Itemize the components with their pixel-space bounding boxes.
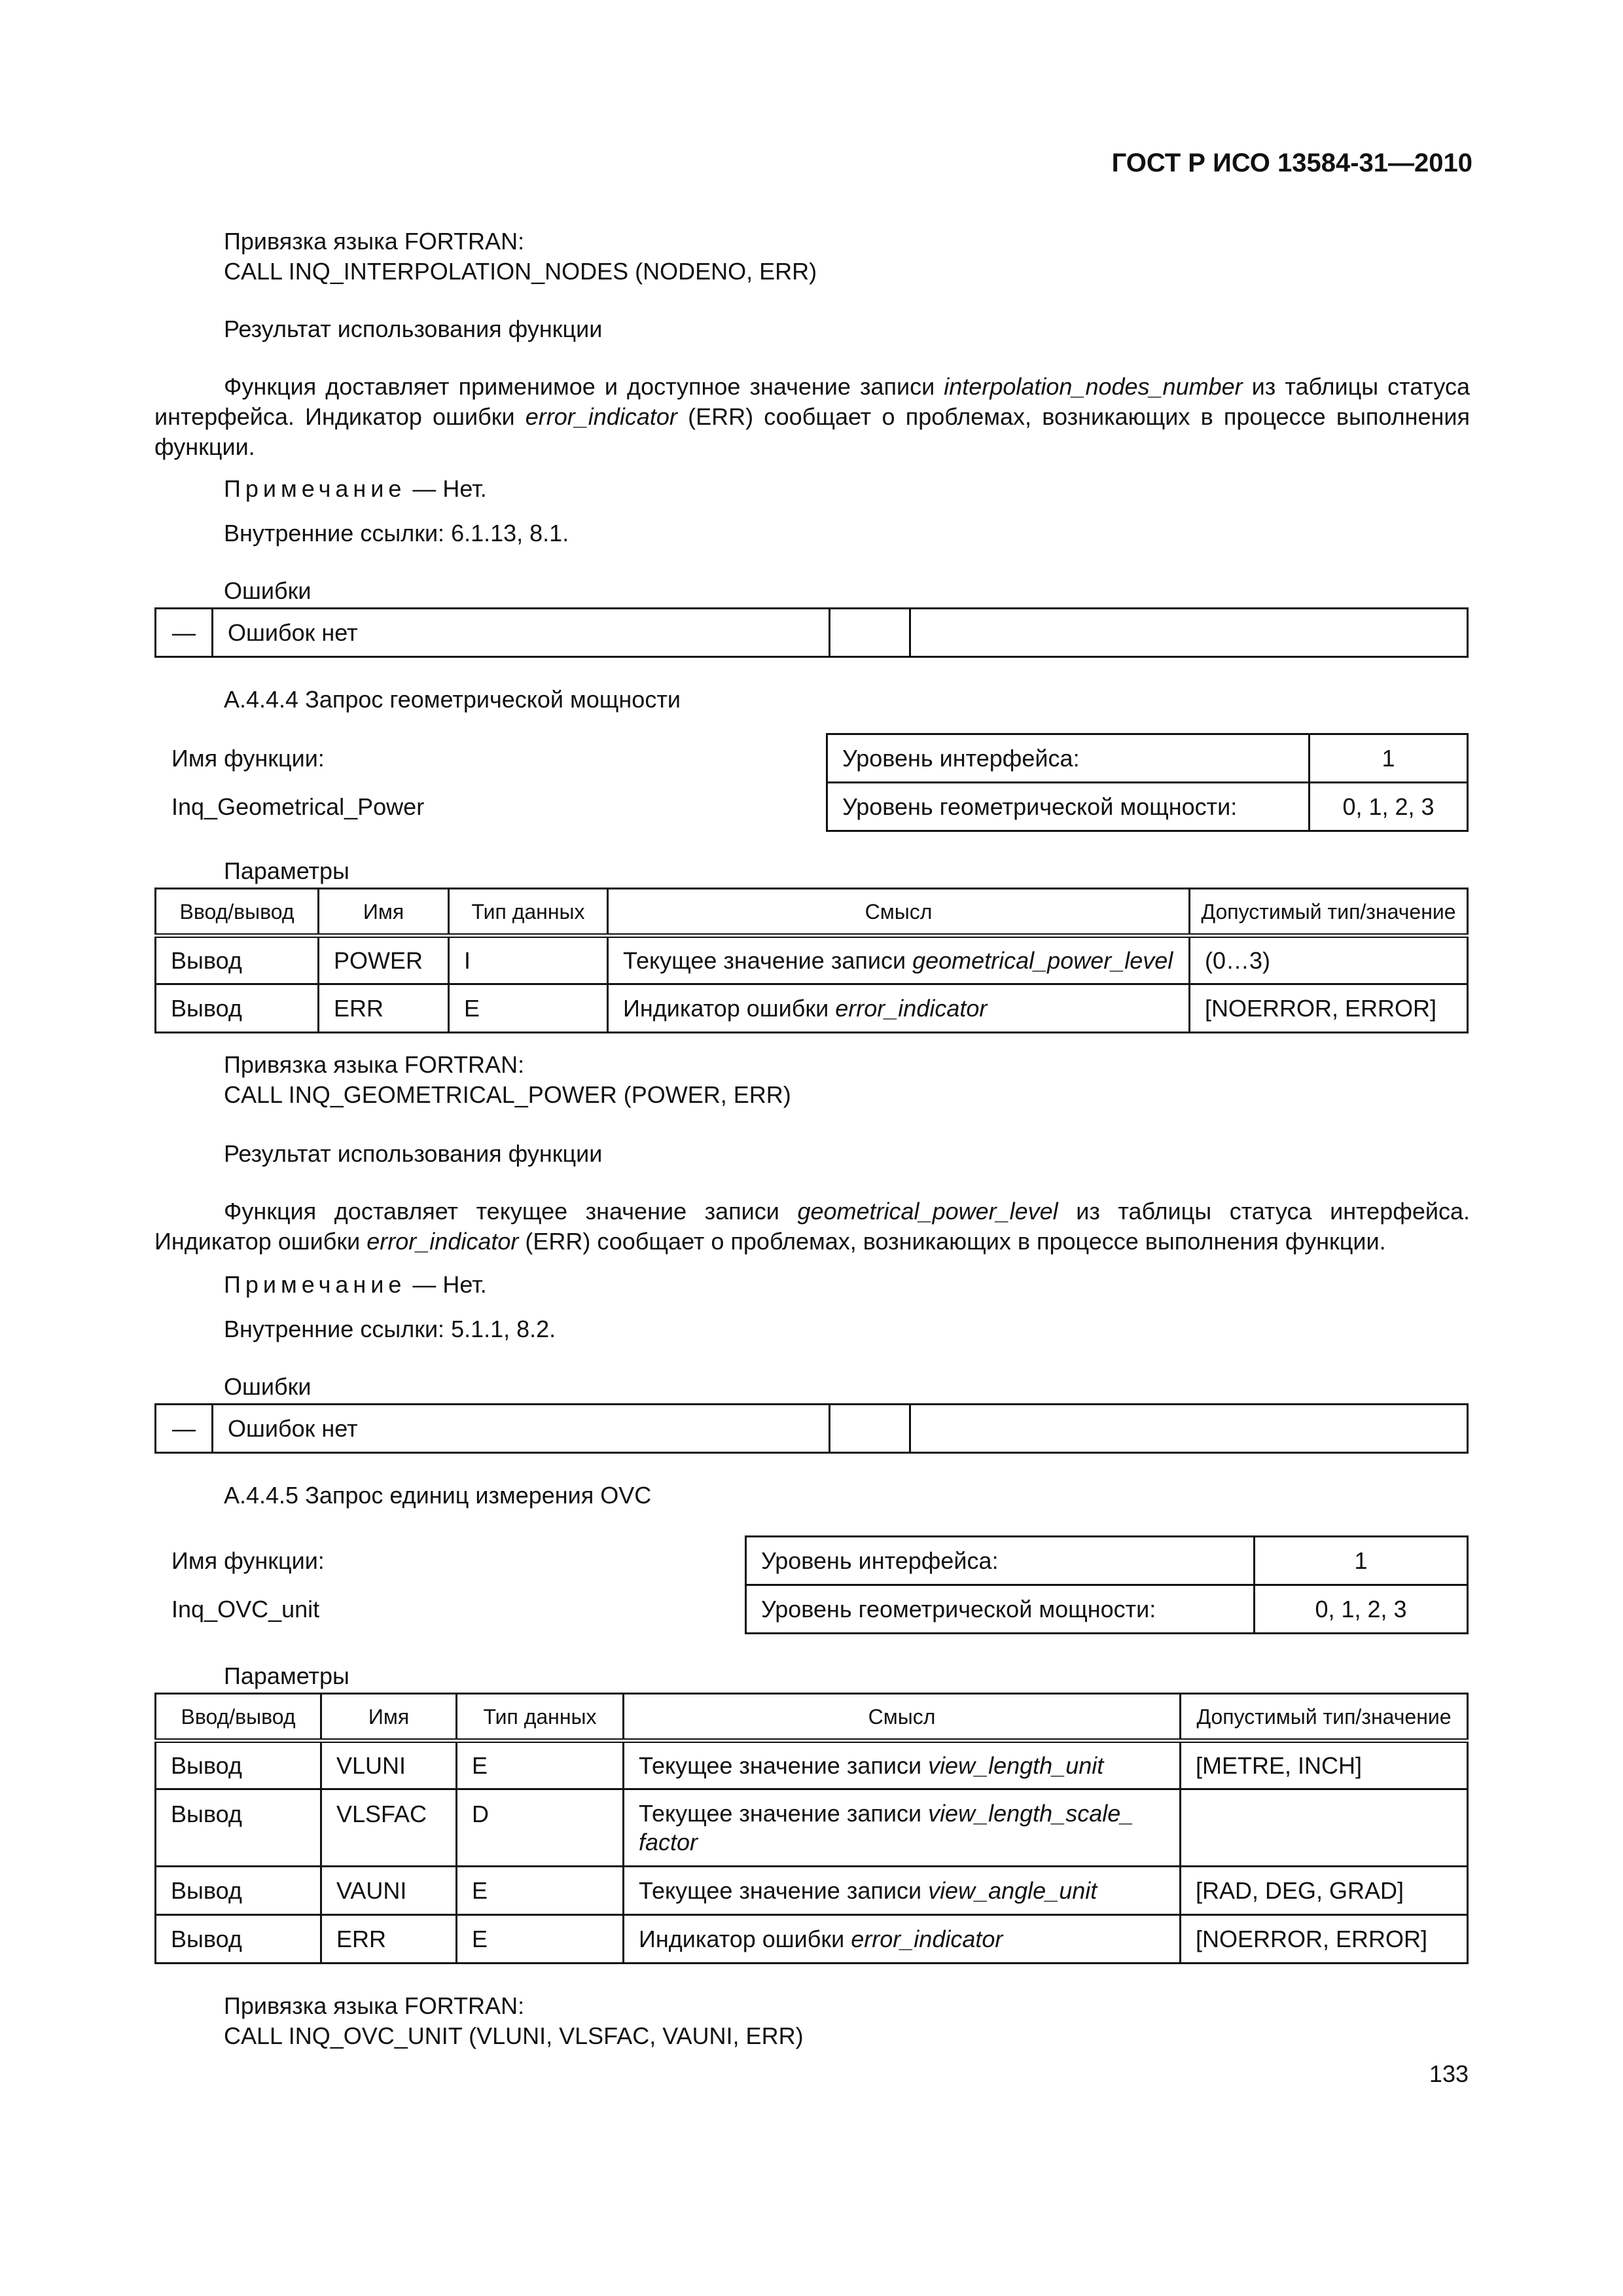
level-label: Уровень геометрической мощности:	[827, 783, 1310, 831]
function-description: Функция доставляет текущее значение записи geometrical_power_level из таблицы статуса интерфейса. Индикатор ошибки error_indicator (ERR) сообщает о проблемах, возникающих в процессе выполнения функции.	[154, 1198, 1470, 1255]
internal-refs: Внутренние ссылки: 6.1.13, 8.1.	[224, 520, 569, 547]
result-heading: Результат использования функции	[224, 1140, 603, 1167]
section-title: А.4.4.5 Запрос единиц измерения OVC	[224, 1482, 652, 1509]
cell-allowed: [NOERROR, ERROR]	[1190, 984, 1468, 1033]
note: Примечание — Нет.	[224, 475, 487, 502]
cell-type: E	[457, 1867, 624, 1915]
error-text: Ошибок нет	[213, 609, 830, 657]
empty-cell	[910, 1405, 1468, 1453]
col-header: Допустимый тип/значение	[1181, 1694, 1468, 1741]
cell-allowed: [NOERROR, ERROR]	[1181, 1915, 1468, 1964]
errors-heading: Ошибки	[224, 577, 312, 604]
cell-meaning: Текущее значение записи view_length_scale_ factor	[624, 1789, 1181, 1867]
cell-meaning: Текущее значение записи view_length_unit	[624, 1741, 1181, 1789]
level-value: 1	[1255, 1537, 1468, 1585]
params-table	[154, 1693, 1469, 1964]
cell-allowed: [METRE, INCH]	[1181, 1741, 1468, 1789]
table-header-row	[156, 889, 1468, 936]
params-heading: Параметры	[224, 1662, 349, 1689]
table-row	[156, 609, 1468, 657]
errors-heading: Ошибки	[224, 1373, 312, 1400]
level-value: 0, 1, 2, 3	[1255, 1585, 1468, 1634]
col-header: Смысл	[608, 889, 1190, 936]
cell-meaning: Текущее значение записи geometrical_power_level	[608, 936, 1190, 984]
cell-meaning: Индикатор ошибки error_indicator	[608, 984, 1190, 1033]
cell-io: Вывод	[156, 1867, 321, 1915]
cell-io: Вывод	[156, 984, 319, 1033]
binding-label: Привязка языка FORTRAN:	[224, 1992, 525, 2019]
function-description: Функция доставляет применимое и доступное значение записи interpolation_nodes_number из таблицы статуса интерфейса. Индикатор ошибки error_indicator (ERR) сообщает о проблемах, возникающих в процессе выполнения функции.	[154, 373, 1471, 460]
table-row	[156, 1915, 1468, 1964]
level-label: Уровень интерфейса:	[827, 734, 1310, 783]
function-name-label: Имя функции:	[171, 745, 325, 772]
col-header: Допустимый тип/значение	[1190, 889, 1468, 936]
cell-name: VLSFAC	[321, 1789, 457, 1867]
table-row	[827, 734, 1468, 783]
cell-io: Вывод	[156, 1741, 321, 1789]
table-row	[156, 984, 1468, 1033]
cell-io: Вывод	[156, 1915, 321, 1964]
cell-allowed	[1181, 1789, 1468, 1867]
binding-label: Привязка языка FORTRAN:	[224, 1051, 525, 1078]
col-header: Смысл	[624, 1694, 1181, 1741]
function-name-label: Имя функции:	[171, 1547, 325, 1574]
cell-type: I	[449, 936, 608, 984]
empty-cell	[830, 609, 910, 657]
cell-io: Вывод	[156, 936, 319, 984]
levels-table	[745, 1535, 1469, 1634]
internal-refs: Внутренние ссылки: 5.1.1, 8.2.	[224, 1316, 556, 1342]
function-name: Inq_Geometrical_Power	[171, 793, 425, 820]
table-row	[746, 1537, 1468, 1585]
cell-type: E	[457, 1741, 624, 1789]
binding-call: CALL INQ_GEOMETRICAL_POWER (POWER, ERR)	[224, 1081, 791, 1108]
cell-name: POWER	[319, 936, 449, 984]
cell-name: ERR	[321, 1915, 457, 1964]
cell-allowed: (0…3)	[1190, 936, 1468, 984]
error-text: Ошибок нет	[213, 1405, 830, 1453]
empty-cell	[830, 1405, 910, 1453]
level-value: 0, 1, 2, 3	[1310, 783, 1468, 831]
col-header: Тип данных	[449, 889, 608, 936]
cell-type: E	[457, 1915, 624, 1964]
cell-allowed: [RAD, DEG, GRAD]	[1181, 1867, 1468, 1915]
cell-type: D	[457, 1789, 624, 1867]
result-heading: Результат использования функции	[224, 315, 603, 342]
table-row	[156, 1405, 1468, 1453]
table-row	[156, 1741, 1468, 1789]
empty-cell	[910, 609, 1468, 657]
col-header: Имя	[321, 1694, 457, 1741]
page-number: 133	[1429, 2060, 1469, 2087]
binding-label: Привязка языка FORTRAN:	[224, 228, 525, 255]
table-row	[156, 936, 1468, 984]
error-code: —	[156, 1405, 213, 1453]
params-heading: Параметры	[224, 857, 349, 884]
cell-meaning: Текущее значение записи view_angle_unit	[624, 1867, 1181, 1915]
errors-table	[154, 607, 1469, 658]
cell-io: Вывод	[156, 1789, 321, 1867]
table-row	[156, 1789, 1468, 1867]
table-header-row	[156, 1694, 1468, 1741]
binding-call: CALL INQ_INTERPOLATION_NODES (NODENO, ERR)	[224, 258, 817, 285]
cell-name: VAUNI	[321, 1867, 457, 1915]
col-header: Имя	[319, 889, 449, 936]
level-label: Уровень интерфейса:	[746, 1537, 1255, 1585]
level-label: Уровень геометрической мощности:	[746, 1585, 1255, 1634]
col-header: Тип данных	[457, 1694, 624, 1741]
table-row	[827, 783, 1468, 831]
binding-call: CALL INQ_OVC_UNIT (VLUNI, VLSFAC, VAUNI, ERR)	[224, 2022, 804, 2049]
note: Примечание — Нет.	[224, 1271, 487, 1298]
table-row	[746, 1585, 1468, 1634]
cell-meaning: Индикатор ошибки error_indicator	[624, 1915, 1181, 1964]
col-header: Ввод/вывод	[156, 889, 319, 936]
cell-name: VLUNI	[321, 1741, 457, 1789]
level-value: 1	[1310, 734, 1468, 783]
document-header: ГОСТ Р ИСО 13584-31—2010	[1111, 149, 1472, 177]
cell-name: ERR	[319, 984, 449, 1033]
errors-table	[154, 1403, 1469, 1454]
table-row	[156, 1867, 1468, 1915]
col-header: Ввод/вывод	[156, 1694, 321, 1741]
function-name: Inq_OVC_unit	[171, 1596, 320, 1623]
section-title: А.4.4.4 Запрос геометрической мощности	[224, 686, 681, 713]
error-code: —	[156, 609, 213, 657]
levels-table	[826, 733, 1469, 832]
cell-type: E	[449, 984, 608, 1033]
params-table	[154, 888, 1469, 1033]
